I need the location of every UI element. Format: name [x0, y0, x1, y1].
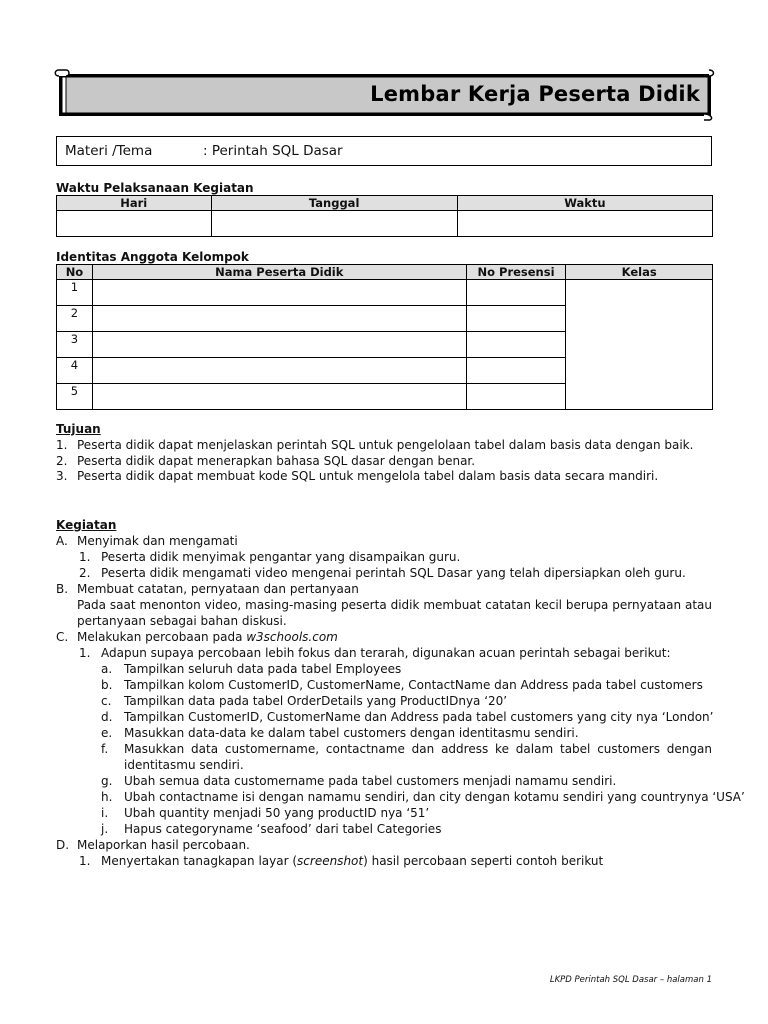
- presensi-cell[interactable]: [466, 306, 566, 332]
- identitas-table: [56, 264, 713, 410]
- tujuan-heading: Tujuan: [56, 422, 101, 436]
- sub-item: Ubah quantity menjadi 50 yang productID nya ‘51’: [124, 806, 430, 820]
- materi-value: : Perintah SQL Dasar: [203, 143, 343, 159]
- identitas-heading: Identitas Anggota Kelompok: [56, 250, 249, 264]
- tujuan-item: Peserta didik dapat membuat kode SQL untuk mengelola tabel dalam basis data secara mandiri.: [77, 469, 659, 483]
- sub-item: Hapus categoryname ‘seafood’ dari tabel Categories: [124, 822, 442, 836]
- row-no: 2: [57, 306, 93, 332]
- sub-item: Tampilkan seluruh data pada tabel Employees: [124, 662, 402, 676]
- section-title-text: Melakukan percobaan pada: [77, 630, 247, 644]
- sub-letter: j.: [101, 822, 109, 836]
- section-letter: B.: [56, 582, 69, 596]
- waktu-cell[interactable]: [457, 211, 712, 237]
- list-item: Adapun supaya percobaan lebih fokus dan terarah, digunakan acuan perintah sebagai berikut:: [101, 646, 671, 660]
- section-letter: C.: [56, 630, 69, 644]
- presensi-cell[interactable]: [466, 358, 566, 384]
- nama-cell[interactable]: [92, 280, 466, 306]
- col-presensi: No Presensi: [466, 265, 566, 280]
- col-nama: Nama Peserta Didik: [92, 265, 466, 280]
- tujuan-item: Peserta didik dapat menerapkan bahasa SQL dasar dengan benar.: [77, 454, 476, 468]
- tujuan-num: 1.: [56, 438, 68, 452]
- sub-letter: f.: [101, 742, 109, 756]
- sub-item-cont: identitasmu sendiri.: [124, 758, 244, 772]
- row-no: 5: [57, 384, 93, 410]
- sub-item: Masukkan data customername, contactname dan address ke dalam tabel customers dengan: [124, 742, 712, 756]
- row-no: 3: [57, 332, 93, 358]
- materi-label: Materi /Tema: [65, 143, 153, 159]
- row-no: 4: [57, 358, 93, 384]
- list-item: Peserta didik mengamati video mengenai perintah SQL Dasar yang telah dipersiapkan oleh guru.: [101, 566, 686, 580]
- sub-item: Masukkan data-data ke dalam tabel customers dengan identitasmu sendiri.: [124, 726, 579, 740]
- presensi-cell[interactable]: [466, 280, 566, 306]
- sub-letter: b.: [101, 678, 113, 692]
- hari-cell[interactable]: [57, 211, 212, 237]
- nama-cell[interactable]: [92, 358, 466, 384]
- sub-item: Ubah semua data customername pada tabel customers menjadi namamu sendiri.: [124, 774, 617, 788]
- nama-cell[interactable]: [92, 384, 466, 410]
- col-kelas: Kelas: [566, 265, 713, 280]
- waktu-table: [56, 195, 713, 237]
- section-title-d: Melaporkan hasil percobaan.: [77, 838, 250, 852]
- presensi-cell[interactable]: [466, 384, 566, 410]
- tanggal-cell[interactable]: [211, 211, 457, 237]
- col-tanggal: Tanggal: [211, 196, 457, 211]
- sub-letter: i.: [101, 806, 109, 820]
- section-title-b: Membuat catatan, pernyataan dan pertanyaan: [77, 582, 359, 596]
- list-item: [101, 854, 603, 869]
- col-no: No: [57, 265, 93, 280]
- section-title-a: Menyimak dan mengamati: [77, 534, 238, 548]
- presensi-cell[interactable]: [466, 332, 566, 358]
- sub-letter: c.: [101, 694, 112, 708]
- col-waktu: Waktu: [457, 196, 712, 211]
- text-part: Menyertakan tanagkapan layar (: [101, 854, 298, 868]
- tujuan-num: 2.: [56, 454, 68, 468]
- tujuan-item: Peserta didik dapat menjelaskan perintah SQL untuk pengelolaan tabel dalam basis data dengan baik.: [77, 438, 694, 452]
- page-title: Lembar Kerja Peserta Didik: [370, 82, 700, 106]
- sub-letter: e.: [101, 726, 113, 740]
- waktu-heading: Waktu Pelaksanaan Kegiatan: [56, 181, 254, 195]
- sub-item: Tampilkan CustomerID, CustomerName dan Address pada tabel customers yang city nya ‘London’: [124, 710, 714, 724]
- row-no: 1: [57, 280, 93, 306]
- sub-letter: d.: [101, 710, 113, 724]
- sub-item: Tampilkan data pada tabel OrderDetails yang ProductIDnya ‘20’: [124, 694, 508, 708]
- title-banner: [54, 66, 716, 122]
- item-num: 1.: [79, 550, 91, 564]
- col-hari: Hari: [57, 196, 212, 211]
- item-num: 1.: [79, 646, 91, 660]
- sub-item: Tampilkan kolom CustomerID, CustomerName, ContactName dan Address pada tabel customers: [124, 678, 703, 692]
- text-part: ) hasil percobaan seperti contoh berikut: [363, 854, 604, 868]
- tujuan-num: 3.: [56, 469, 68, 483]
- sub-letter: a.: [101, 662, 113, 676]
- section-letter: D.: [56, 838, 70, 852]
- sub-item: Ubah contactname isi dengan namamu sendiri, dan city dengan kotamu sendiri yang countrynya ‘USA’: [124, 790, 745, 804]
- list-item: Peserta didik menyimak pengantar yang disampaikan guru.: [101, 550, 461, 564]
- paragraph-line: pertanyaan sebagai bahan diskusi.: [77, 614, 287, 628]
- nama-cell[interactable]: [92, 306, 466, 332]
- section-letter: A.: [56, 534, 68, 548]
- nama-cell[interactable]: [92, 332, 466, 358]
- w3schools-link-text: w3schools.com: [246, 630, 338, 644]
- text-italic: screenshot: [297, 854, 364, 868]
- kelas-cell[interactable]: [566, 280, 713, 410]
- sub-letter: g.: [101, 774, 113, 788]
- item-num: 2.: [79, 566, 91, 580]
- sub-letter: h.: [101, 790, 113, 804]
- item-num: 1.: [79, 854, 91, 868]
- kegiatan-heading: Kegiatan: [56, 518, 117, 532]
- page-footer: LKPD Perintah SQL Dasar – halaman 1: [549, 975, 712, 985]
- materi-box: [56, 136, 712, 166]
- section-title-c: [77, 630, 338, 645]
- paragraph-line: Pada saat menonton video, masing-masing peserta didik membuat catatan kecil berupa pernyataan atau: [77, 598, 712, 612]
